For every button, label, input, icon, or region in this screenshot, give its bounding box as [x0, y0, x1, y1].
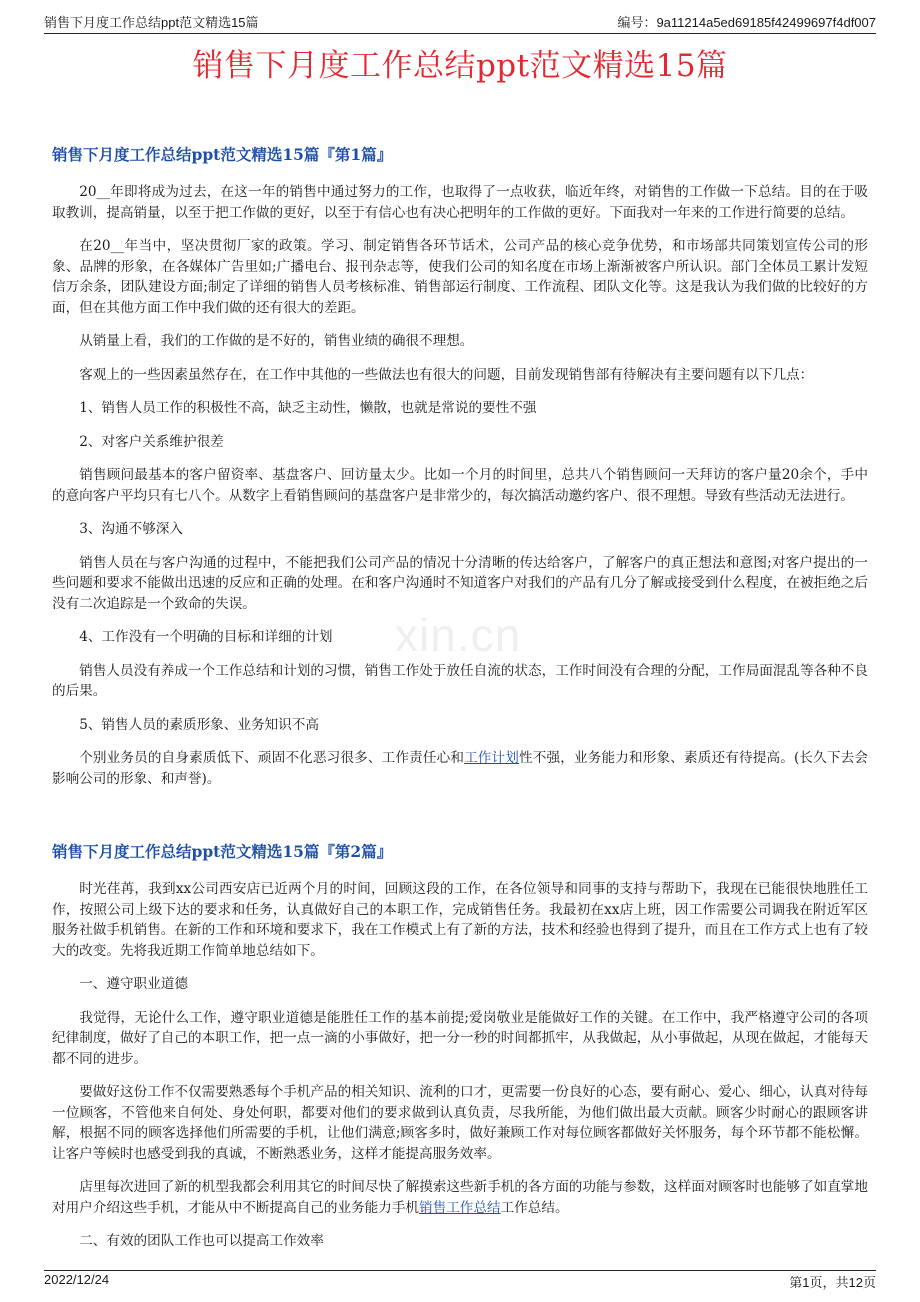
paragraph: [52, 748, 868, 789]
paragraph-text: 个别业务员的自身素质低下、顽固不化恶习很多、工作责任心和: [79, 750, 465, 766]
work-plan-link[interactable]: 工作计划: [464, 750, 520, 766]
paragraph-text: 工作总结。: [500, 1199, 569, 1216]
paragraph: 20__年即将成为过去，在这一年的销售中通过努力的工作，也取得了一点收获，临近年终，对销售的工作做一下总结。目的在于吸取教训，提高销量，以至于把工作做的更好，以至于有信心也有决心把明年的工作做的更好。下面我对一年来的工作进行简要的总结。: [52, 184, 868, 221]
paragraph: 销售人员在与客户沟通的过程中，不能把我们公司产品的情况十分清晰的传达给客户，了解客户的真正想法和意图;对客户提出的一些问题和要求不能做出迅速的反应和正确的处理。在和客户沟通时不知道客户对我们的产品有几分了解或接受到什么程度，在被拒绝之后没有二次追踪是一个致命的失误。: [52, 554, 868, 612]
paragraph: 销售人员没有养成一个工作总结和计划的习惯，销售工作处于放任自流的状态，工作时间没有合理的分配，工作局面混乱等各种不良的后果。: [52, 662, 868, 699]
section-heading-2: 销售下月度工作总结ppt范文精选15篇『第2篇』: [52, 842, 393, 861]
paragraph: 我觉得，无论什么工作，遵守职业道德是能胜任工作的基本前提;爱岗敬业是能做好工作的关键。在工作中，我严格遵守公司的各项纪律制度，做好了自己的本职工作，把一点一滴的小事做好，把一分一秒的时间都抓牢，从我做起，从小事做起，从现在做起，才能每天都不同的进步。: [52, 1009, 868, 1067]
paragraph-text: 性不强，业务能力和形象、素质还有待提高。(长久下去会影响公司的形象、和声誉)。: [52, 750, 868, 787]
section-heading-1: 销售下月度工作总结ppt范文精选15篇『第1篇』: [52, 145, 393, 164]
footer-page-number: 第1页，共12页: [789, 1275, 876, 1290]
page-footer: [44, 1270, 876, 1292]
list-item: 1、销售人员工作的积极性不高，缺乏主动性，懒散，也就是常说的要性不强: [79, 400, 537, 416]
paragraph: 销售顾问最基本的客户留资率、基盘客户、回访量太少。比如一个月的时间里，总共八个销售顾问一天拜访的客户量20余个，手中的意向客户平均只有七八个。从数字上看销售顾问的基盘客户是非常少的，每次搞活动邀约客户、很不理想。导致有些活动无法进行。: [52, 467, 868, 504]
page-header: [44, 12, 876, 34]
sales-summary-link[interactable]: 销售工作总结: [419, 1199, 501, 1216]
footer-date: 2022/12/24: [44, 1272, 110, 1287]
list-item: 3、沟通不够深入: [79, 521, 183, 537]
watermark-text: xin.cn: [395, 609, 522, 661]
paragraph: 要做好这份工作不仅需要熟悉每个手机产品的相关知识、流利的口才，更需要一份良好的心态，要有耐心、爱心、细心，认真对待每一位顾客，不管他来自何处、身处何职，都要对他们的要求做到认真负责，尽我所能，为他们做出最大贡献。顾客少时耐心的跟顾客讲解，根据不同的顾客选择他们所需要的手机，让他们满意;顾客多时，做好兼顾工作对每位顾客都做好关怀服务，每个环节都不能松懈。让客户等候时也感受到我的真诚，不断熟悉业务，这样才能提高服务效率。: [52, 1084, 868, 1162]
document-body: [52, 144, 868, 1252]
paragraph: 时光荏苒，我到xx公司西安店已近两个月的时间，回顾这段的工作，在各位领导和同事的支持与帮助下，我现在已能很快地胜任工作，按照公司上级下达的要求和任务，认真做好自己的本职工作，完成销售任务。我最初在xx店上班，因工作需要公司调我在附近军区服务社做手机销售。在新的工作和环境和要求下，我在工作模式上有了新的方法，技术和经验也得到了提升，而且在工作方式上也有了较大的改变。先将我近期工作简单地总结如下。: [52, 881, 868, 959]
header-doc-number: 编号：9a11214a5ed69185f42499697f4df007: [617, 15, 876, 30]
list-item: 2、对客户关系维护很差: [79, 433, 224, 450]
section-spacer: [52, 789, 868, 841]
list-item: 二、有效的团队工作也可以提高工作效率: [79, 1233, 324, 1249]
paragraph-text: 店里每次进回了新的机型我都会利用其它的时间尽快了解摸索这些新手机的各方面的功能与参数，这样面对顾客时也能够了如直掌地对用户介绍这些手机，才能从中不断提高自己的业务能力手机: [52, 1179, 868, 1216]
list-item: 5、销售人员的素质形象、业务知识不高: [79, 716, 319, 733]
header-doc-name: 销售下月度工作总结ppt范文精选15篇: [44, 15, 259, 30]
paragraph: [52, 1177, 868, 1218]
list-item: 一、遵守职业道德: [79, 976, 188, 992]
paragraph: 在20__年当中，坚决贯彻厂家的政策。学习、制定销售各环节话术，公司产品的核心竞争优势，和市场部共同策划宣传公司的形象、品牌的形象，在各媒体广告里如;广播电台、报刊杂志等，使我们公司的知名度在市场上渐渐被客户所认识。部门全体员工累计发短信万余条，团队建设方面;制定了详细的销售人员考核标准、销售部运行制度、工作流程、团队文化等。这是我认为我们做的比较好的方面，但在其他方面工作中我们做的还有很大的差距。: [52, 238, 868, 316]
document-title: 销售下月度工作总结ppt范文精选15篇: [192, 48, 728, 84]
list-item: 4、工作没有一个明确的目标和详细的计划: [79, 629, 333, 645]
paragraph: 客观上的一些因素虽然存在，在工作中其他的一些做法也有很大的问题，目前发现销售部有待解决有主要问题有以下几点：: [79, 366, 814, 383]
paragraph: 从销量上看，我们的工作做的是不好的，销售业绩的确很不理想。: [79, 333, 474, 349]
